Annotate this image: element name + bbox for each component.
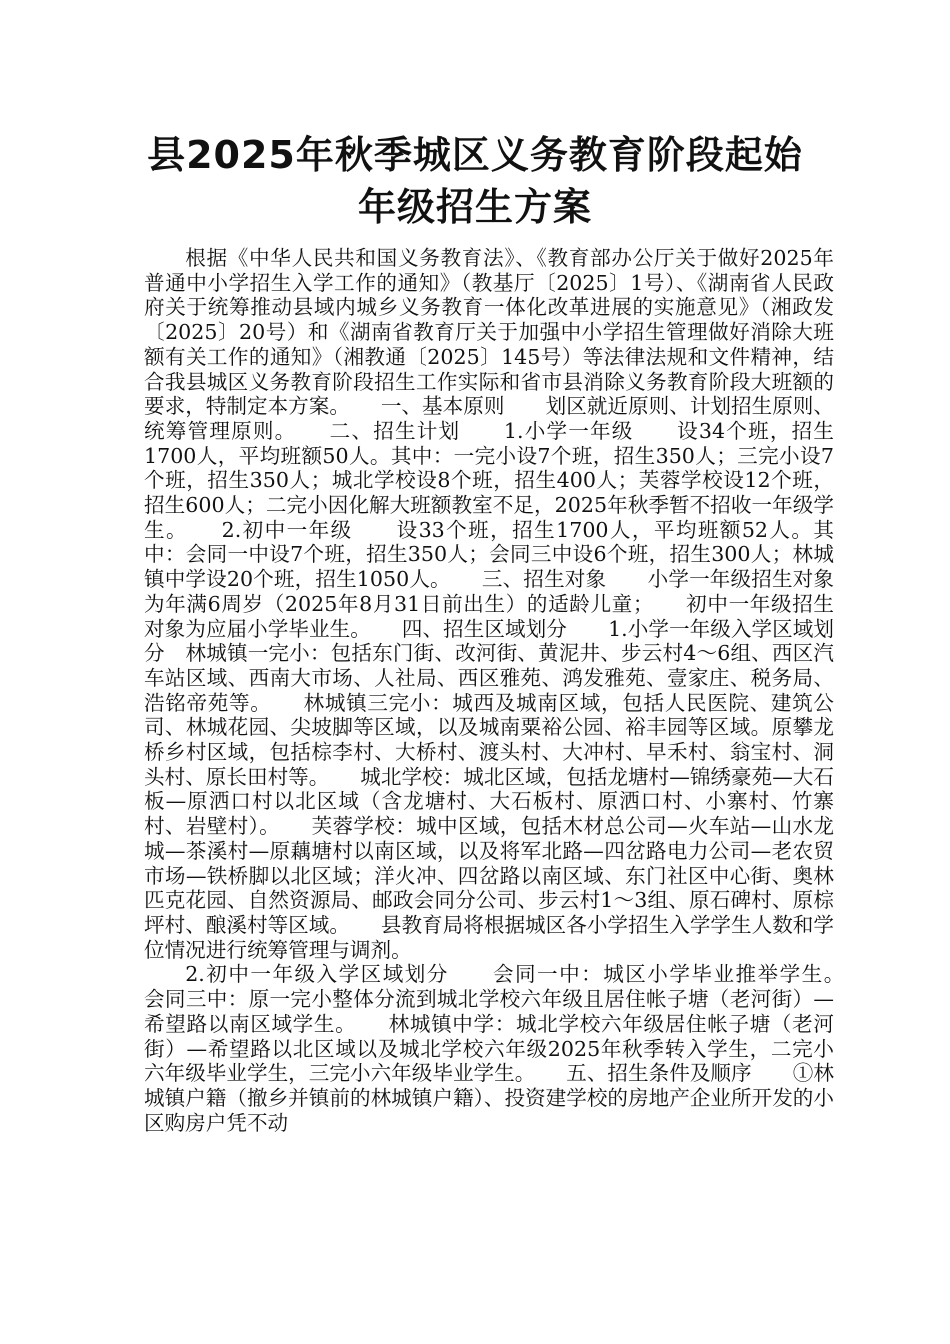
document-body	[144, 246, 876, 1135]
document-title-line-2: 年级招生方案	[357, 185, 592, 229]
body-paragraph-2: 2.初中一年级入学区域划分 会同一中：城区小学毕业推举学生。 会同三中：原一完小整体分流到城北学校六年级且居住帐子塘（老河街）—希望路以南区域学生。 林城镇中学：城北学校六年级居住帐子塘（老河街）—希望路以北区域以及城北学校六年级2025年秋季转入学生，二完小六年级毕业学生，三完小六年级毕业学生。 五、招生条件及顺序 ①林城镇户籍（撤乡并镇前的林城镇户籍）、投资建学校的房地产企业所开发的小区购房户凭不动	[144, 962, 876, 1135]
document-title-line-1: 县2025年秋季城区义务教育阶段起始	[147, 133, 803, 177]
body-paragraph-1: 根据《中华人民共和国义务教育法》、《教育部办公厅关于做好2025年普通中小学招生入学工作的通知》（教基厅〔2025〕1号）、《湖南省人民政府关于统筹推动县域内城乡义务教育一体化改革进展的实施意见》（湘政发〔2025〕20号）和《湖南省教育厅关于加强中小学招生管理做好消除大班额有关工作的通知》（湘教通〔2025〕145号）等法律法规和文件精神，结合我县城区义务教育阶段招生工作实际和省市县消除义务教育阶段大班额的要求，特制定本方案。 一、基本原则 划区就近原则、计划招生原则、统筹管理原则。 二、招生计划 1.小学一年级 设34个班，招生1700人，平均班额50人。其中：一完小设7个班，招生350人；三完小设7个班，招生350人；城北学校设8个班，招生400人；芙蓉学校设12个班，招生600人；二完小因化解大班额教室不足，2025年秋季暂不招收一年级学生。 2.初中一年级 设33个班，招生1700人，平均班额52人。其中：会同一中设7个班，招生350人；会同三中设6个班，招生300人；林城镇中学设20个班，招生1050人。 三、招生对象 小学一年级招生对象为年满6周岁（2025年8月31日前出生）的适龄儿童； 初中一年级招生对象为应届小学毕业生。 四、招生区域划分 1.小学一年级入学区域划分 林城镇一完小：包括东门街、改河街、黄泥井、步云村4～6组、西区汽车站区域、西南大市场、人社局、西区雅苑、鸿发雅苑、壹家庄、税务局、浩铭帝苑等。 林城镇三完小：城西及城南区域，包括人民医院、建筑公司、林城花园、尖坡脚等区域，以及城南粟裕公园、裕丰园等区域。原攀龙桥乡村区域，包括棕李村、大桥村、渡头村、大冲村、早禾村、翁宝村、洞头村、原长田村等。 城北学校：城北区域，包括龙塘村—锦绣豪苑—大石板—原洒口村以北区域（含龙塘村、大石板村、原洒口村、小寨村、竹寨村、岩壁村）。 芙蓉学校：城中区域，包括木材总公司—火车站—山水龙城—茶溪村—原藕塘村以南区域，以及将军北路—四岔路电力公司—老农贸市场—铁桥脚以北区域；洋火冲、四岔路以南区域、东门社区中心街、奥林匹克花园、自然资源局、邮政会同分公司、步云村1～3组、原石碑村、原棕坪村、酿溪村等区域。 县教育局将根据城区各小学招生入学学生人数和学位情况进行统筹管理与调剂。	[144, 246, 834, 962]
